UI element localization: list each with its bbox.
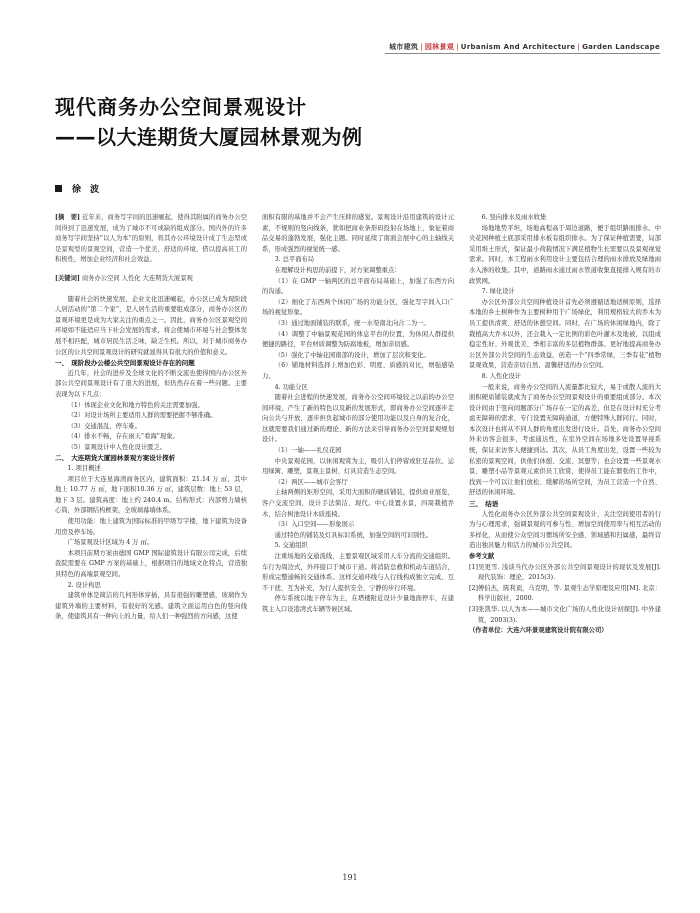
header-en-left: Urbanism And Architecture (460, 43, 576, 51)
body-paragraph: 建筑单体是简洁的几何形体穿插，具有很强的雕塑感，玻璃作为建筑外墙的主要材料，有很好的光感。建筑立面运用白色的竖向线条，使建筑具有一种向上的力量，给人们一种强烈的方向感，这使 (55, 592, 247, 621)
header-cn-section: 园林景观 (424, 43, 455, 51)
body-paragraph: （6）铺地材料选择上增加色彩、明度、质感的对比，增强感染力。 (262, 362, 454, 380)
references-heading: 参考文献 (469, 553, 495, 560)
body-paragraph: （1）一轴——礼仪花园 (274, 447, 342, 455)
body-paragraph: 7. 绿化设计 (481, 288, 515, 296)
body-paragraph: 随着社会的快速发展，企业文化迅速崛起，办公区已成为现阶段人居活动的“第二个家”，是人居生活的重要组成部分，商务办公区的景观环境更是成为大家关注的重点之一。因此，商务办公区景观空间环境如不能适应当下社会发展的需求，将会使城市环境与社会整体发展不相匹配，城市居民生活乏味，缺乏生机。所以，对于城市商务办公区的公共空间景观设计的研究就显得具有很大的价值和意义。 (55, 295, 247, 356)
body-paragraph: 近几年，社会的进步及全球文化的不断交流也使得国内办公区外部公共空间景观设计有了很大的进展，但仍然存在着一些问题。主要表现为以下几点： (55, 369, 247, 398)
body-paragraph: 5. 交通组织 (274, 542, 308, 550)
running-header (389, 42, 660, 52)
body-paragraph: 使用功能：地上建筑为国际标准的甲级写字楼，地下建筑为设备用房及停车场。 (55, 518, 247, 536)
body-paragraph: 1. 项目概述 (67, 465, 101, 473)
body-paragraph: （2）两区——城市会客厅 (274, 478, 348, 486)
body-paragraph: （3）通过地面铺装的联系，统一水渠南北向合二为一。 (274, 319, 430, 327)
body-paragraph: 通过特色的铺装及灯具标识系统，加强空间的可识别性。 (274, 531, 433, 539)
body-paragraph: 随着社会进程的快速发展，商务办公空间环境较之以前的办公空间环境，产生了新的特色以及新的发展形式，即商务办公空间逐步走向公共与开放、逐步担负起城市的部分使用功能以及自身的复合化，这就需要我们通过新的理论、新的方法来引导商务办公空间景观规划设计。 (262, 394, 454, 444)
body-paragraph: 停车系统以地下停车为主，在塔楼附近设计少量地面停车，在建筑主入口设港湾式车辆等候区域。 (262, 595, 454, 613)
body-paragraph: （1）体现企业文化和地方特色的关注需要加强。 (67, 401, 204, 409)
title-line-2: ——以大连期货大厦园林景观为例 (55, 125, 363, 149)
body-paragraph: 项目位于大连星海湾商务区内，建筑面积：21.14 万 ㎡，其中地上 10.77 万 ㎡，地下面积10.36 万 ㎡，建筑层数：地上 53 层，地下 3 层。建筑高度：地上约 240.4 m。结构形式：内部剪力墙核心筒，外部钢结构框架，全玻璃幕墙体系。 (55, 475, 247, 515)
section-heading: 一、 现阶段办公楼公共空间景观设计存在的问题 (55, 359, 195, 368)
abstract-label: [摘 要] (55, 214, 81, 221)
body-paragraph: （2）细化了东西两个休闲广场的功能分区，强化写字间入口广场的视觉形象。 (262, 298, 454, 317)
body-paragraph: （2）对设计场所主要适用人群的需要把握不够准确。 (67, 412, 217, 420)
body-paragraph: 8. 人性化设计 (481, 372, 522, 380)
body-paragraph: 办公区外部公共空间种植设计首先必须遵循适地适树原则，选择本地的乡土树种作为主要树种用于广场绿化，利用规格较大的乔木为员工提供清爽、舒适的休憩空间。同时，在广场的休闲绿地内，除了栽植高大乔木以外，还会栽入一定比例的彩色叶灌木及地被，以组成稳定性好、外观优美、季相丰富的多层植物群落。更好地提高商务办公区外部公共空间的生态效益，创造一个“四季常绿，三季有花”植物景观效果，营造亲切自然、温馨舒适的办公空间。 (469, 298, 661, 370)
body-paragraph: 在理解设计构思的前提下，对方案调整重点： (274, 266, 401, 274)
column-3 (469, 213, 661, 637)
keywords (55, 274, 247, 285)
abstract-text: 近年来，商务写字间的迅速崛起，使得其附属的商务办公空间得到了迅速发展，成为了城市不可或缺的组成部分。国内外的许多商务写字间坚持“以人为本”的原则，将其办公环境设计成了生态型或是景观型的景观空间，营造一个优美、舒适的环境、借以提高员工的积极性，增加企业经济和社会效益。 (55, 214, 247, 264)
header-separator: | (420, 43, 423, 51)
body-paragraph: 场地地势平坦，场地高程高于周边道路，便于组织路面排水。中央花园种植土底部采用排水板有组织排水。为了保证种植需要，局部采用堆土形式，保证最小荷载情况下满足植物生长需要以及景观视觉需求。同时，本工程雨水利用设计主要包括合理的雨水排放及绿地雨水入渗的收集。其中，道路雨水通过雨水管道收集直接排入规有的市政管网。 (469, 224, 661, 285)
header-separator-3: | (577, 43, 581, 51)
body-paragraph: 主轴两侧的矩形空间，采用大面积的硬质铺装，提供商业展览，客户交流空间，设计手法简洁、现代。中心设置水景，四周栽植乔木，结合树池设计木质座椅。 (262, 489, 454, 518)
body-paragraph: 人性化商务办公区外部公共空间景观设计，关注空间使用者的行为与心理需求，强调景观的可参与性、增加空间使用率与相互活动的多样化，从而使公众空间习惯场所安全感、领域感和归属感，最终营造出独具魅力和活力的城市公共空间。 (469, 510, 661, 550)
body-paragraph: 本项目前期方案由德国 GMP 国际建筑设计有限公司完成，后续我院需要在 GMP 方案的基础上，根据项目的地域文化特点，营造独具特色的高端景观空间。 (55, 549, 247, 578)
header-separator-2: | (456, 43, 459, 51)
body-paragraph: （4）排水不畅，存在雨天“看海”现象。 (67, 433, 179, 441)
reference-item: [2]傅伯杰，陈利顶，马克明，等. 景观生态学原理及应用[M]. 北京：科学出版社，2000. (469, 584, 662, 603)
section-heading: 二、 大连期货大厦园林景观方案设计探析 (55, 454, 176, 463)
page-number: 191 (342, 873, 358, 882)
column-1 (55, 213, 247, 637)
title-line-1: 现代商务办公空间景观设计 (55, 95, 307, 119)
body-paragraph: （3）交通混乱、停车难。 (67, 422, 141, 430)
section-heading: 三、 结语 (469, 500, 499, 509)
body-paragraph: 广场景观设计区域为 4 万 ㎡。 (67, 539, 154, 547)
keywords-text: 商务办公空间 人性化 大连期货大厦景观 (81, 274, 193, 282)
author-line (55, 182, 99, 195)
body-paragraph: （3）入口空间——形象展示 (274, 521, 355, 529)
header-rule (385, 53, 660, 54)
body-paragraph: （4）调整了中轴景观花园的体息平台的位置，为休闲人群提供便捷的路径，平台材质调整为防腐地板，增加亲切感。 (262, 330, 454, 349)
column-2 (262, 213, 454, 637)
body-paragraph: 3. 总平面布局 (274, 256, 315, 264)
author-affiliation: （作者单位：大连六环景观建筑设计院有限公司） (469, 627, 608, 635)
body-paragraph: 注重场地的交通流线，主要景观区域采用人车分流的交通组织。车行为周边式，外环接口于城市干道。将消防总救和机动车道结合，形成完整通畅的交通体系。这样交通环线与人行线构成独立完成、互不干扰、互为补充，为行人提供安全、宁静的步行环境。 (262, 553, 454, 592)
body-paragraph: 中央景观花园，以休闲观赏为主，吸引人们停留或驻足品位。运用绿篱、雕塑，景观主景树、灯具营造生态空间。 (262, 457, 454, 476)
keywords-label: [关键词] (55, 274, 80, 282)
author-bullet-square (55, 185, 62, 192)
reference-item: [1]吴更雪. 浅谈当代办公区外部公共空间景观设计的现状及发展[J]. 现代装饰：理论，2015(3). (469, 563, 661, 582)
body-paragraph: 2. 设计构思 (67, 581, 101, 589)
body-paragraph: 4. 功能分区 (274, 383, 308, 391)
header-en-section: Garden Landscape (582, 43, 660, 51)
reference-item: [3]张凯华. 以人为本——城市文化广场的人性化设计初探[J]. 中外建筑，2003(3). (469, 605, 661, 624)
body-paragraph: 一般来说，商务办公空间的人流量都比较大，易于或散人流的大面积硬质铺装就成为了商务办公空间景观设计的重要组成部分。本次设计间由于竖向间题部分广场存在一定的高差，但是在设计时充分考虑无障碍的需求，专门设置无障碍通道，方便特殊人群同行。同时，本次设计也将从不同人群的角度出发进行设计。首先，商务办公空间外来访客会很多，考虑通达性，在室外空间在场地多处设置导视系统，保证来访客人便捷到达。其次，从员工角度出发，设置一些较为私密的景观空间，供他们休憩、交流、冥想等；也会设置一些景观水景、雕塑小品等景观元素供员工欣赏，使得员工能在繁张的工作中，找到一个可以让他们放松、缓解的场所空间，为员工营造一个自然、舒适的休闲环境。 (469, 383, 661, 497)
body-paragraph: （5）景观设计中人性化设计匮乏。 (67, 443, 167, 451)
author-name: 徐 波 (72, 185, 100, 195)
article-title (55, 92, 655, 152)
body-paragraph: （1）在 GMP 一轴两区的总平面布局基础上，加强了东西方向的沟通。 (262, 277, 454, 296)
abstract (55, 213, 247, 266)
body-paragraph: 6. 竖向排水及雨水收集 (481, 214, 547, 221)
body-columns (55, 213, 661, 637)
body-paragraph: 面积有限的基地并不会产生压抑的感觉。景观设计沿用建筑的设计元素，不规则的竖向线条，犹如把商业条形码投射在场地上，象征着商品交易的蓬勃发展，强化主题。同时延续了南面会展中心的主轴线关系，形成强烈的视觉统一感。 (262, 214, 454, 253)
header-cn-left: 城市建筑 (389, 43, 419, 51)
body-paragraph: （5）强化了中轴花园南部的设计，增加了层次和变化。 (274, 351, 430, 359)
